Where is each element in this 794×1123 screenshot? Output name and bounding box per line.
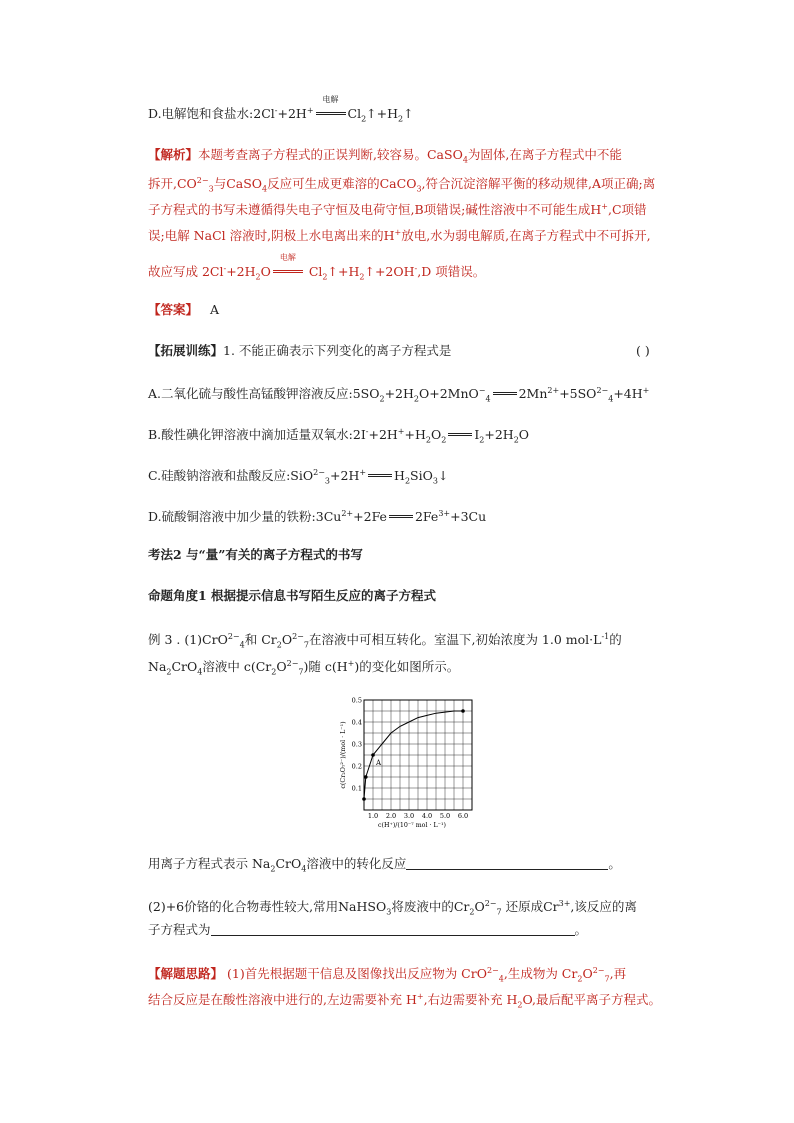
data-point	[362, 797, 366, 801]
x-tick-label: 6.0	[457, 812, 469, 820]
reaction-arrow: 电解	[271, 263, 305, 281]
concentration-chart	[338, 694, 478, 832]
extension-question: 【拓展训练】1. 不能正确表示下列变化的离子方程式是	[148, 343, 452, 358]
method-angle: 命题角度1 根据提示信息书写陌生反应的离子方程式	[148, 588, 437, 603]
question-1: 用离子方程式表示 $Na_2CrO_4$溶液中的转化反应 。	[148, 856, 621, 874]
analysis-line-3: 子方程式的书写未遵循得失电子守恒及电荷守恒,B项错误;碱性溶液中不可能生成H+,C项错	[148, 202, 647, 218]
solution-line-2: 结合反应是在酸性溶液中进行的,左边需要补充 H+,右边需要补充 $H_2O$,最后配平离子方程式。	[148, 992, 662, 1010]
answer-paren: ( )	[636, 343, 650, 358]
ext-option-b[interactable]: B.酸性碘化钾溶液中滴加适量双氧水$:2I^-+2H^++H_2O_2$ $I_2+2H_2O$	[148, 427, 530, 445]
reaction-arrow: 电解	[314, 105, 348, 123]
point-label-a: A	[376, 759, 382, 767]
data-point	[371, 753, 375, 757]
y-axis-label: c(Cr₂O₇²⁻)/(mol · L⁻¹)	[340, 721, 347, 789]
x-tick-label: 4.0	[421, 812, 433, 820]
question-2-line-2: 子方程式为 。	[148, 922, 588, 937]
chart-svg	[338, 694, 478, 832]
example-line-1: 例 3 . (1)CrO$^{2-}_4$和 $Cr_2O^{2-}_7$在溶液中可相互转化。室温下,初始浓度为 1.0 $mol\cdot L^{-1}$的	[148, 632, 622, 650]
x-tick-label: 1.0	[367, 812, 379, 820]
x-tick-label: 3.0	[403, 812, 415, 820]
x-axis-label: c(H⁺)/(10⁻⁷ mol · L⁻¹)	[378, 822, 446, 829]
ext-option-c[interactable]: C.硅酸钠溶液和盐酸反应:SiO$^{2-}_3$+2H+ $H_2SiO_3↓$	[148, 468, 449, 486]
option-d-prev: D.电解饱和食盐水:2Cl-+2H+ 电解 $Cl_2↑+H_2↑$	[148, 95, 414, 124]
y-tick-label: 0.1	[351, 784, 362, 793]
analysis-line-1: 【解析】本题考查离子方程式的正误判断,较容易。CaSO$_4$为固体,在离子方程式中不能	[148, 147, 622, 165]
analysis-line-4: 误;电解 NaCl 溶液时,阴极上水电离出来的H+放电,水为弱电解质,在离子方程式中不可拆开,	[148, 228, 651, 244]
analysis-line-5: 故应写成 $2Cl^-+2H_2O$ 电解 $Cl_2↑+H_2↑+2OH^-,D$ 项错误。	[148, 253, 486, 282]
x-tick-label: 2.0	[385, 812, 397, 820]
answer-blank-1[interactable]	[406, 857, 608, 870]
answer-line: 【答案】 A	[148, 302, 219, 317]
y-tick-label: 0.4	[351, 718, 362, 727]
question-2-line-1: (2)+6价铬的化合物毒性较大,常用NaHSO$_3$将废液中的$Cr_2O^{2-}_7$ 还原成$Cr^{3+}$,该反应的离	[148, 899, 637, 917]
y-tick-label: 0.2	[351, 762, 362, 771]
data-point	[461, 709, 465, 713]
example-line-2: $Na_2CrO_4$溶液中 $c(Cr_2O^{2-}_7)$随 c(H+)的变化如图所示。	[148, 659, 460, 677]
data-point	[364, 775, 368, 779]
solution-line-1: 【解题思路】 (1)首先根据题干信息及图像找出反应物为 CrO$^{2-}_4$,生成物为 $Cr_2O^{2-}_7$,再	[148, 966, 627, 984]
ext-option-d[interactable]: D.硫酸铜溶液中加少量的铁粉$:3Cu^{2+}+2Fe$ $2Fe^{3+}+3Cu$	[148, 509, 487, 525]
y-tick-label: 0.3	[351, 740, 362, 749]
answer-blank-2[interactable]	[211, 923, 575, 936]
method-title: 考法2 与“量”有关的离子方程式的书写	[148, 547, 363, 562]
ext-option-a[interactable]: A.二氧化硫与酸性高锰酸钾溶液反应$:5SO_2+2H_2O+2MnO^-_4$ $2Mn^{2+}+5SO^{2-}_4+4H^+$	[148, 386, 650, 404]
y-tick-label: 0.5	[351, 696, 362, 705]
analysis-line-2: 拆开$,CO^{2-}_3$与CaSO$_4$反应可生成更难溶的CaCO$_3$,符合沉淀溶解平衡的移动规律,A项正确;离	[148, 176, 656, 194]
x-tick-label: 5.0	[439, 812, 451, 820]
